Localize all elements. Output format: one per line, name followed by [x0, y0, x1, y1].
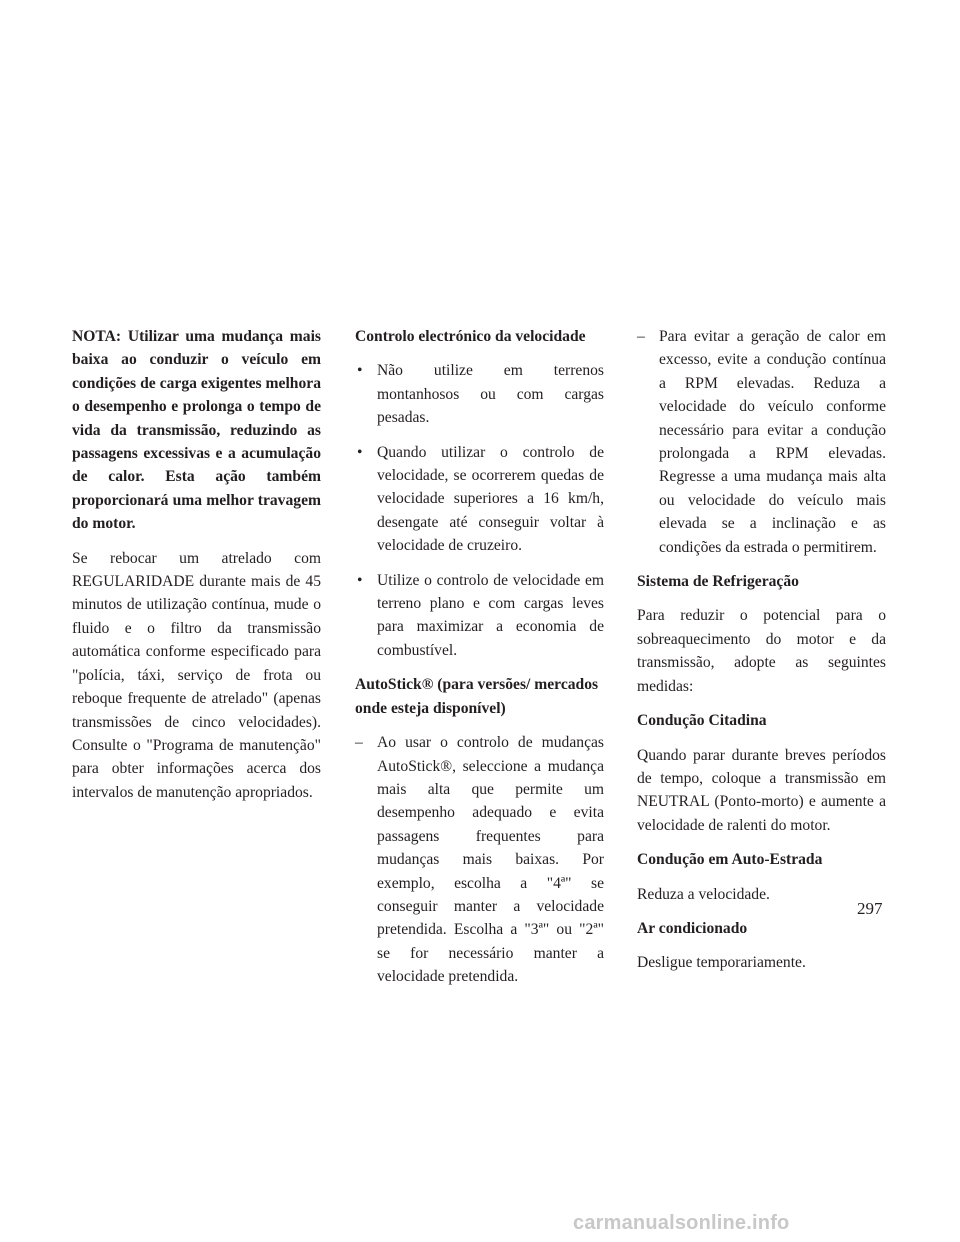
list-item: [355, 569, 604, 663]
list-item-text: Não utilize em terrenos montanhosos ou com cargas pesadas.: [377, 362, 604, 427]
dash-marker: –: [355, 734, 363, 752]
column-middle: [355, 325, 604, 1000]
towing-paragraph: Se rebocar um atrelado com REGULARIDADE durante mais de 45 minutos de utilização contínua, mude o fluido e o filtro da transmissão automática conforme especificado para "polícia, táxi, serviço de frota ou reboque frequente de atrelado" (apenas transmissões de cinco velocidades). Consulte o "Programa de manutenção" para obter informações acerca dos intervalos de manutenção apropriados.: [72, 549, 321, 801]
list-item: [355, 441, 604, 558]
note-paragraph: NOTA: Utilizar uma mudança mais baixa ao conduzir o veículo em condições de carga exigentes melhora o desempenho e prolonga o tempo de vida da transmissão, reduzindo as passagens excessivas e a acumulação de calor. Esta ação também proporcionará uma melhor travagem do motor.: [72, 328, 321, 533]
list-item: [355, 731, 604, 988]
autostick-list: [355, 731, 604, 988]
section-heading-city-driving: Condução Citadina: [637, 712, 767, 730]
column-left: [72, 325, 321, 815]
bullet-marker: •: [357, 362, 363, 380]
section-heading-cooling-system: Sistema de Refrigeração: [637, 573, 799, 591]
dash-marker: –: [637, 328, 645, 345]
list-item-text: Utilize o controlo de velocidade em terreno plano e com cargas leves para maximizar a economia de combustível.: [377, 571, 604, 659]
list-item: [355, 359, 604, 429]
bullet-marker: •: [357, 443, 363, 461]
cooling-paragraph: Para reduzir o potencial para o sobreaquecimento do motor e da transmissão, adopte as seguintes medidas:: [637, 607, 886, 695]
list-item: [637, 325, 886, 559]
section-heading-air-conditioning: Ar condicionado: [637, 919, 748, 937]
section-heading-autostick: AutoStick® (para versões/ mercados onde esteja disponível): [355, 676, 599, 717]
air-conditioning-paragraph: Desligue temporariamente.: [637, 954, 806, 972]
city-driving-paragraph: Quando parar durante breves períodos de tempo, coloque a transmissão em NEUTRAL (Ponto-morto) e aumente a velocidade de ralenti do motor.: [637, 746, 886, 834]
list-item-text: Ao usar o controlo de mudanças AutoStick®, seleccione a mudança mais alta que permite um desempenho adequado e evita passagens frequentes para mudanças mais baixas. Por exemplo, escolha a "4ª" se conseguir manter a velocidade pretendida. Escolha a "3ª" ou "2ª" se for necessário manter a velocidade pretendida.: [377, 734, 604, 986]
highway-driving-paragraph: Reduza a velocidade.: [637, 885, 770, 903]
heat-list: [637, 325, 886, 559]
section-heading-speed-control: Controlo electrónico da velocidade: [355, 328, 586, 345]
watermark: carmanualsonline.info: [573, 1212, 790, 1234]
bullet-marker: •: [357, 571, 363, 589]
list-item-text: Para evitar a geração de calor em excesso, evite a condução contínua a RPM elevadas. Reduza a velocidade do veículo conforme necessário para evitar a condução prolongada a RPM elevadas. Regresse a uma mudança mais alta ou velocidade do veículo mais elevada se a inclinação e as condições da estrada o permitirem.: [659, 328, 886, 556]
speed-control-list: [355, 359, 604, 662]
column-right: [637, 325, 886, 986]
list-item-text: Quando utilizar o controlo de velocidade, se ocorrerem quedas de velocidade superiores a 16 km/h, desengate até conseguir voltar à velocidade de cruzeiro.: [377, 443, 604, 555]
section-heading-highway-driving: Condução em Auto-Estrada: [637, 851, 823, 869]
page-number: 297: [857, 899, 883, 918]
